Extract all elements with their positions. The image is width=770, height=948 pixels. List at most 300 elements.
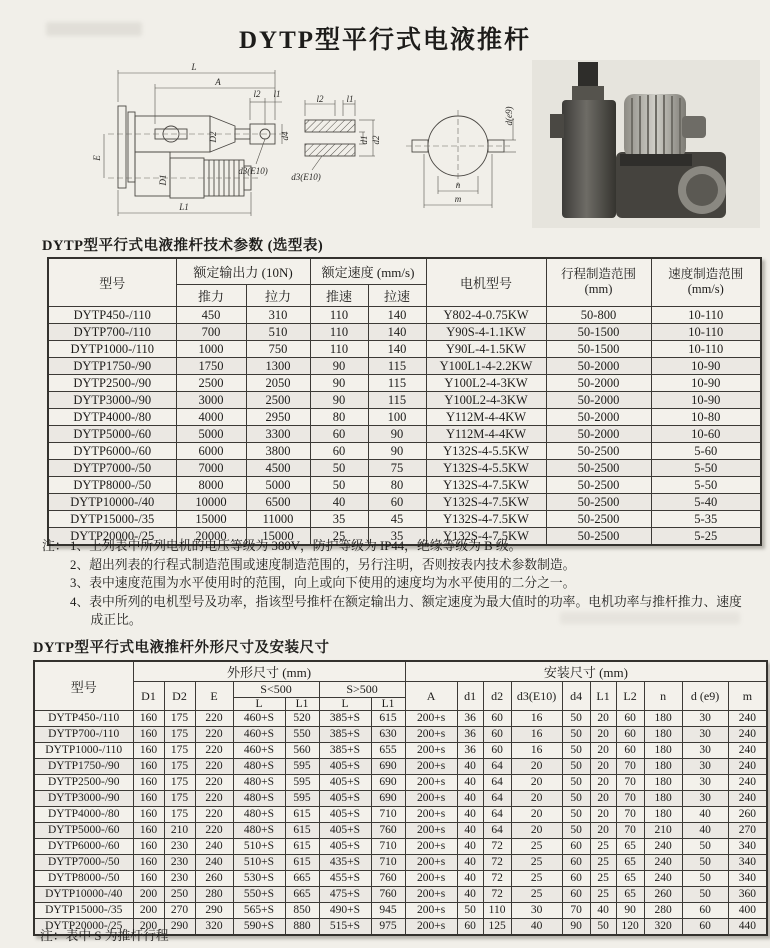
value-cell: 2050 — [246, 374, 310, 391]
value-cell: 65 — [616, 855, 644, 871]
value-cell: 110 — [310, 323, 368, 340]
value-cell: 710 — [371, 839, 405, 855]
value-cell: 220 — [195, 727, 233, 743]
notes-block — [42, 537, 742, 630]
value-cell: 60 — [682, 919, 728, 936]
value-cell: 100 — [368, 408, 426, 425]
value-cell: 480+S — [233, 759, 285, 775]
col-s-lt-500: S<500 — [233, 682, 319, 698]
value-cell: 60 — [616, 711, 644, 727]
model-cell: DYTP5000-/60 — [48, 425, 176, 442]
section2-heading: DYTP型平行式电液推杆外形尺寸及安装尺寸 — [33, 640, 330, 656]
col-n: n — [644, 682, 682, 711]
value-cell: 40 — [457, 823, 483, 839]
value-cell: 110 — [483, 903, 511, 919]
value-cell: 64 — [483, 759, 511, 775]
value-cell: 160 — [133, 759, 164, 775]
dim-label-detail-l1: l1 — [346, 94, 354, 104]
value-cell: 11000 — [246, 510, 310, 527]
value-cell: 40 — [457, 871, 483, 887]
value-cell: 25 — [511, 839, 562, 855]
value-cell: Y132S-4-7.5KW — [426, 527, 546, 545]
table2-body — [34, 711, 767, 936]
value-cell: 50-2000 — [546, 425, 651, 442]
value-cell: 595 — [285, 759, 319, 775]
model-cell: DYTP20000-/25 — [48, 527, 176, 545]
value-cell: 240 — [644, 871, 682, 887]
value-cell: 50 — [562, 727, 590, 743]
table2-header — [34, 661, 767, 711]
model-cell: DYTP2500-/90 — [48, 374, 176, 391]
value-cell: 10-110 — [651, 340, 761, 357]
value-cell: 690 — [371, 791, 405, 807]
note-item: 4、表中所列的电机型号及功率，指该型号推杆在额定输出力、额定速度为最大值时的功率。电机功率与推杆推力、速度成正比。 — [70, 594, 742, 628]
value-cell: 15000 — [176, 510, 246, 527]
model-cell: DYTP7000-/50 — [34, 855, 133, 871]
value-cell: 64 — [483, 823, 511, 839]
value-cell: 290 — [164, 919, 195, 936]
value-cell: 510 — [246, 323, 310, 340]
model-cell: DYTP4000-/80 — [48, 408, 176, 425]
notes-list — [70, 537, 742, 630]
value-cell: 595 — [285, 791, 319, 807]
table-row — [34, 711, 767, 727]
col-L1-gt: L1 — [371, 698, 405, 711]
value-cell: 20 — [590, 791, 616, 807]
value-cell: 50-2000 — [546, 357, 651, 374]
value-cell: 50 — [310, 476, 368, 493]
model-cell: DYTP1000-/110 — [34, 743, 133, 759]
value-cell: 1300 — [246, 357, 310, 374]
value-cell: 16 — [511, 727, 562, 743]
value-cell: 200+s — [405, 839, 457, 855]
value-cell: 30 — [682, 759, 728, 775]
value-cell: 36 — [457, 727, 483, 743]
col-D1: D1 — [133, 682, 164, 711]
value-cell: 90 — [562, 919, 590, 936]
value-cell: 200+s — [405, 903, 457, 919]
value-cell: 10-80 — [651, 408, 761, 425]
value-cell: 230 — [164, 871, 195, 887]
value-cell: 180 — [644, 743, 682, 759]
value-cell: 80 — [310, 408, 368, 425]
value-cell: 760 — [371, 887, 405, 903]
value-cell: Y132S-4-7.5KW — [426, 493, 546, 510]
value-cell: 20 — [590, 823, 616, 839]
model-cell: DYTP1750-/90 — [48, 357, 176, 374]
table-row — [34, 903, 767, 919]
value-cell: 30 — [511, 903, 562, 919]
value-cell: 60 — [457, 919, 483, 936]
value-cell: 530+S — [233, 871, 285, 887]
dimension-drawing — [60, 58, 520, 230]
value-cell: 5000 — [176, 425, 246, 442]
value-cell: 160 — [133, 743, 164, 759]
value-cell: 710 — [371, 807, 405, 823]
value-cell: 30 — [682, 791, 728, 807]
value-cell: 40 — [457, 775, 483, 791]
value-cell: 160 — [133, 791, 164, 807]
value-cell: 160 — [133, 871, 164, 887]
value-cell: 10-110 — [651, 306, 761, 323]
table-row — [48, 459, 761, 476]
value-cell: 945 — [371, 903, 405, 919]
value-cell: 400 — [728, 903, 767, 919]
value-cell: 260 — [728, 807, 767, 823]
value-cell: 700 — [176, 323, 246, 340]
value-cell: 20 — [590, 711, 616, 727]
model-cell: DYTP8000-/50 — [48, 476, 176, 493]
value-cell: 90 — [310, 357, 368, 374]
col-s-gt-500: S>500 — [319, 682, 405, 698]
value-cell: 5-60 — [651, 442, 761, 459]
table-row — [34, 727, 767, 743]
value-cell: 60 — [483, 711, 511, 727]
value-cell: 200+s — [405, 743, 457, 759]
table-row — [34, 871, 767, 887]
value-cell: 320 — [644, 919, 682, 936]
value-cell: 60 — [310, 425, 368, 442]
col-speed-range — [651, 258, 761, 306]
value-cell: 20 — [511, 759, 562, 775]
value-cell: 50 — [310, 459, 368, 476]
value-cell: 405+S — [319, 823, 371, 839]
value-cell: 25 — [590, 887, 616, 903]
value-cell: 3300 — [246, 425, 310, 442]
value-cell: Y802-4-0.75KW — [426, 306, 546, 323]
table-row — [34, 839, 767, 855]
value-cell: 60 — [368, 493, 426, 510]
value-cell: 35 — [310, 510, 368, 527]
value-cell: 460+S — [233, 727, 285, 743]
value-cell: 510+S — [233, 855, 285, 871]
value-cell: 40 — [457, 887, 483, 903]
dim-label-l2: l2 — [253, 89, 261, 99]
value-cell: 220 — [195, 711, 233, 727]
value-cell: 60 — [562, 887, 590, 903]
dim-label-E: E — [92, 155, 102, 161]
model-cell: DYTP6000-/60 — [48, 442, 176, 459]
value-cell: 175 — [164, 759, 195, 775]
value-cell: 50-2500 — [546, 527, 651, 545]
model-cell: DYTP7000-/50 — [48, 459, 176, 476]
col-L1-lt: L1 — [285, 698, 319, 711]
col-L2: L2 — [616, 682, 644, 711]
value-cell: 175 — [164, 711, 195, 727]
value-cell: 10-90 — [651, 374, 761, 391]
value-cell: 6000 — [176, 442, 246, 459]
value-cell: 240 — [728, 791, 767, 807]
col-d4: d4 — [562, 682, 590, 711]
value-cell: 50 — [457, 903, 483, 919]
value-cell: 760 — [371, 871, 405, 887]
value-cell: 115 — [368, 391, 426, 408]
col-L1: L1 — [590, 682, 616, 711]
value-cell: 20 — [590, 759, 616, 775]
dim-label-d4: d4 — [280, 131, 290, 141]
table-row — [34, 855, 767, 871]
value-cell: 200+s — [405, 919, 457, 936]
value-cell: 180 — [644, 775, 682, 791]
value-cell: Y100L2-4-3KW — [426, 374, 546, 391]
dim-label-n: n — [455, 180, 461, 190]
value-cell: 200+s — [405, 855, 457, 871]
value-cell: 36 — [457, 743, 483, 759]
value-cell: 180 — [644, 807, 682, 823]
value-cell: 70 — [616, 759, 644, 775]
value-cell: Y132S-4-7.5KW — [426, 476, 546, 493]
value-cell: 405+S — [319, 807, 371, 823]
table-row — [48, 340, 761, 357]
value-cell: 550+S — [233, 887, 285, 903]
value-cell: 140 — [368, 323, 426, 340]
value-cell: 8000 — [176, 476, 246, 493]
value-cell: 180 — [644, 727, 682, 743]
value-cell: 5-50 — [651, 459, 761, 476]
value-cell: 200+s — [405, 887, 457, 903]
value-cell: 40 — [457, 807, 483, 823]
value-cell: 565+S — [233, 903, 285, 919]
dim-label-D1: D1 — [158, 174, 168, 186]
value-cell: 50-2500 — [546, 493, 651, 510]
value-cell: 665 — [285, 871, 319, 887]
value-cell: 615 — [285, 807, 319, 823]
value-cell: 50 — [562, 807, 590, 823]
value-cell: 200 — [133, 903, 164, 919]
value-cell: 480+S — [233, 775, 285, 791]
value-cell: 2950 — [246, 408, 310, 425]
value-cell: 340 — [728, 855, 767, 871]
dimensions-table — [33, 660, 768, 936]
value-cell: 16 — [511, 711, 562, 727]
table-row — [48, 510, 761, 527]
value-cell: 35 — [368, 527, 426, 545]
value-cell: 64 — [483, 807, 511, 823]
value-cell: 10-60 — [651, 425, 761, 442]
value-cell: 110 — [310, 306, 368, 323]
value-cell: 60 — [483, 727, 511, 743]
value-cell: 690 — [371, 759, 405, 775]
value-cell: 210 — [644, 823, 682, 839]
note-item: 3、表中速度范围为水平使用时的范围，向上或向下使用的速度均为水平使用的二分之一。 — [70, 576, 576, 591]
page-title: DYTP型平行式电液推杆 — [238, 27, 532, 54]
value-cell: 50 — [562, 791, 590, 807]
value-cell: 180 — [644, 759, 682, 775]
value-cell: 50-2000 — [546, 391, 651, 408]
value-cell: 230 — [164, 855, 195, 871]
table-row — [34, 743, 767, 759]
value-cell: 550 — [285, 727, 319, 743]
value-cell: 70 — [616, 791, 644, 807]
table-row — [34, 791, 767, 807]
col-stroke-range-line1: 行程制造范围 — [561, 267, 637, 282]
value-cell: 175 — [164, 727, 195, 743]
value-cell: 455+S — [319, 871, 371, 887]
value-cell: 60 — [616, 743, 644, 759]
value-cell: 80 — [368, 476, 426, 493]
value-cell: 36 — [457, 711, 483, 727]
value-cell: 50-2500 — [546, 476, 651, 493]
value-cell: 50-2500 — [546, 442, 651, 459]
table-row — [48, 442, 761, 459]
model-cell: DYTP10000-/40 — [34, 887, 133, 903]
col-stroke-range-line2: (mm) — [584, 282, 613, 297]
value-cell: 175 — [164, 807, 195, 823]
model-cell: DYTP700-/110 — [34, 727, 133, 743]
value-cell: 3000 — [176, 391, 246, 408]
model-cell: DYTP3000-/90 — [34, 791, 133, 807]
value-cell: 50 — [590, 919, 616, 936]
model-cell: DYTP5000-/60 — [34, 823, 133, 839]
value-cell: 510+S — [233, 839, 285, 855]
value-cell: 90 — [616, 903, 644, 919]
value-cell: 60 — [310, 442, 368, 459]
value-cell: 20 — [511, 791, 562, 807]
value-cell: 40 — [457, 855, 483, 871]
value-cell: 90 — [368, 442, 426, 459]
value-cell: 630 — [371, 727, 405, 743]
value-cell: 50-2500 — [546, 510, 651, 527]
value-cell: 450 — [176, 306, 246, 323]
value-cell: 210 — [164, 823, 195, 839]
value-cell: 160 — [133, 855, 164, 871]
value-cell: Y100L1-4-2.2KW — [426, 357, 546, 374]
table-row — [34, 823, 767, 839]
value-cell: 270 — [164, 903, 195, 919]
value-cell: 180 — [644, 711, 682, 727]
col-m: m — [728, 682, 767, 711]
value-cell: 175 — [164, 743, 195, 759]
value-cell: 3800 — [246, 442, 310, 459]
value-cell: 655 — [371, 743, 405, 759]
value-cell: 16 — [511, 743, 562, 759]
value-cell: 64 — [483, 791, 511, 807]
value-cell: 60 — [616, 727, 644, 743]
table-row — [34, 775, 767, 791]
value-cell: 385+S — [319, 711, 371, 727]
table-row — [48, 476, 761, 493]
value-cell: 200+s — [405, 823, 457, 839]
value-cell: 850 — [285, 903, 319, 919]
value-cell: 160 — [133, 711, 164, 727]
value-cell: 240 — [195, 839, 233, 855]
value-cell: 40 — [682, 807, 728, 823]
value-cell: 70 — [616, 823, 644, 839]
value-cell: 125 — [483, 919, 511, 936]
value-cell: 45 — [368, 510, 426, 527]
value-cell: Y100L2-4-3KW — [426, 391, 546, 408]
value-cell: 115 — [368, 357, 426, 374]
value-cell: 180 — [644, 791, 682, 807]
value-cell: 250 — [164, 887, 195, 903]
value-cell: 65 — [616, 871, 644, 887]
value-cell: 615 — [371, 711, 405, 727]
value-cell: 480+S — [233, 823, 285, 839]
dim-label-d1: d1 — [359, 135, 369, 145]
value-cell: 30 — [682, 711, 728, 727]
value-cell: 200+s — [405, 791, 457, 807]
value-cell: 160 — [133, 823, 164, 839]
value-cell: 70 — [616, 807, 644, 823]
table-row — [48, 306, 761, 323]
value-cell: 110 — [310, 340, 368, 357]
value-cell: 20 — [590, 775, 616, 791]
dim-label-d3E10: d3(E10) — [238, 166, 268, 176]
col-pull-force: 拉力 — [246, 284, 310, 306]
value-cell: 590+S — [233, 919, 285, 936]
value-cell: 200 — [133, 887, 164, 903]
value-cell: 40 — [457, 791, 483, 807]
model-cell: DYTP4000-/80 — [34, 807, 133, 823]
value-cell: 140 — [368, 306, 426, 323]
value-cell: 20 — [590, 807, 616, 823]
value-cell: 220 — [195, 743, 233, 759]
col-model: 型号 — [48, 258, 176, 306]
value-cell: 160 — [133, 727, 164, 743]
value-cell: 30 — [682, 775, 728, 791]
value-cell: Y132S-4-7.5KW — [426, 510, 546, 527]
value-cell: 50 — [562, 743, 590, 759]
value-cell: 25 — [511, 871, 562, 887]
col-d1: d1 — [457, 682, 483, 711]
value-cell: 405+S — [319, 791, 371, 807]
notes-prefix: 注： — [42, 539, 68, 553]
value-cell: 320 — [195, 919, 233, 936]
value-cell: 25 — [590, 871, 616, 887]
value-cell: 115 — [368, 374, 426, 391]
value-cell: 25 — [511, 887, 562, 903]
value-cell: 30 — [682, 727, 728, 743]
value-cell: 60 — [562, 839, 590, 855]
model-cell: DYTP6000-/60 — [34, 839, 133, 855]
value-cell: 220 — [195, 759, 233, 775]
technical-parameters-table — [47, 257, 762, 546]
value-cell: 200+s — [405, 727, 457, 743]
dim-label-detail-l2: l2 — [316, 94, 324, 104]
value-cell: 72 — [483, 887, 511, 903]
value-cell: 50 — [562, 711, 590, 727]
table-row — [48, 357, 761, 374]
model-cell: DYTP1750-/90 — [34, 759, 133, 775]
value-cell: 7000 — [176, 459, 246, 476]
value-cell: 10-110 — [651, 323, 761, 340]
value-cell: 200+s — [405, 711, 457, 727]
model-cell: DYTP10000-/40 — [48, 493, 176, 510]
value-cell: 72 — [483, 855, 511, 871]
value-cell: 65 — [616, 887, 644, 903]
value-cell: Y112M-4-4KW — [426, 408, 546, 425]
value-cell: 160 — [133, 839, 164, 855]
value-cell: 475+S — [319, 887, 371, 903]
table1-header — [48, 258, 761, 306]
value-cell: 60 — [483, 743, 511, 759]
col-d-e9: d (e9) — [682, 682, 728, 711]
value-cell: Y90S-4-1.1KW — [426, 323, 546, 340]
model-cell: DYTP700-/110 — [48, 323, 176, 340]
value-cell: 220 — [195, 775, 233, 791]
value-cell: 200+s — [405, 759, 457, 775]
value-cell: 175 — [164, 775, 195, 791]
value-cell: 975 — [371, 919, 405, 936]
value-cell: 50 — [682, 871, 728, 887]
table-row — [48, 391, 761, 408]
value-cell: 480+S — [233, 791, 285, 807]
value-cell: 50 — [682, 839, 728, 855]
col-pull-speed: 拉速 — [368, 284, 426, 306]
value-cell: 290 — [195, 903, 233, 919]
table-row — [48, 323, 761, 340]
value-cell: 385+S — [319, 727, 371, 743]
